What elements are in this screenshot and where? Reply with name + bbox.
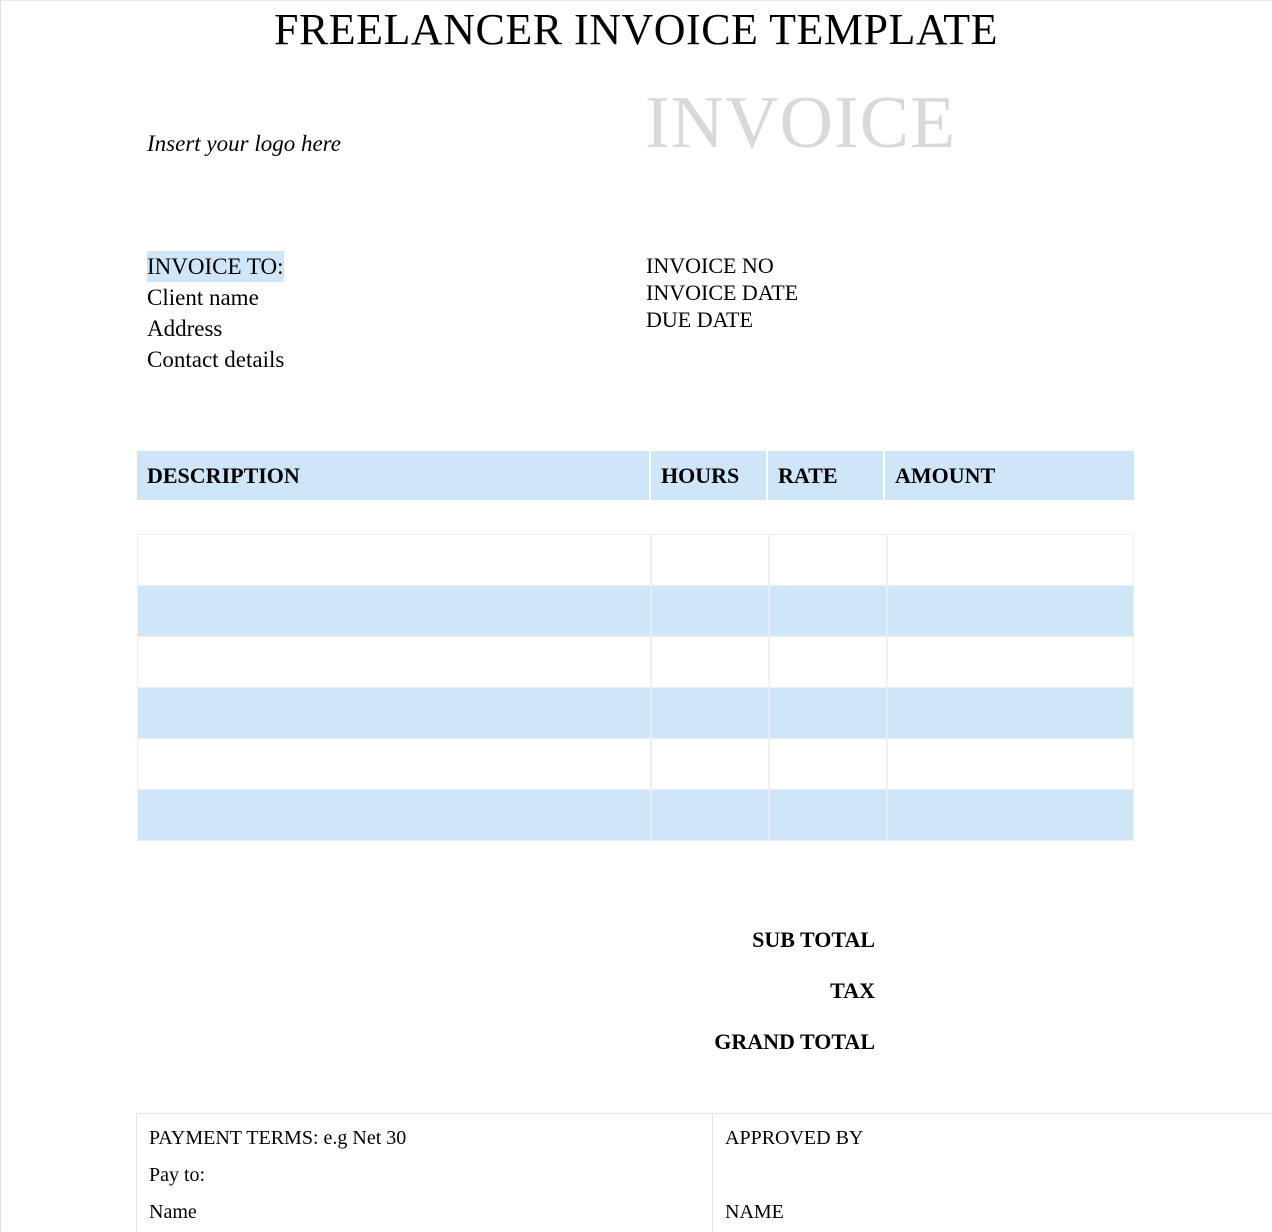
table-row: [138, 586, 1133, 637]
table-row: [138, 688, 1133, 739]
page-edge: [0, 0, 1, 1232]
table-cell-amount[interactable]: [888, 739, 1133, 789]
due-date-label[interactable]: DUE DATE: [646, 307, 753, 332]
tax-label[interactable]: TAX: [830, 978, 875, 1003]
table-cell-rate[interactable]: [770, 688, 888, 738]
table-cell-amount[interactable]: [888, 637, 1133, 687]
table-cell-rate[interactable]: [770, 637, 888, 687]
table-cell-amount[interactable]: [888, 586, 1133, 636]
address-field[interactable]: Address: [147, 316, 223, 341]
approver-name-field[interactable]: NAME: [725, 1201, 784, 1223]
table-row: [138, 790, 1133, 841]
table-cell-hours[interactable]: [652, 637, 770, 687]
footer-table: [136, 1113, 1272, 1232]
table-cell-rate[interactable]: [770, 586, 888, 636]
invoice-meta-block: [646, 252, 798, 333]
bill-to-block: [147, 251, 284, 375]
column-header-description[interactable]: DESCRIPTION: [137, 451, 651, 500]
table-cell-hours[interactable]: [652, 790, 770, 840]
table-cell-rate[interactable]: [770, 739, 888, 789]
table-cell-rate[interactable]: [770, 535, 888, 585]
approved-by-label[interactable]: APPROVED BY: [725, 1127, 864, 1149]
payment-terms-text[interactable]: PAYMENT TERMS: e.g Net 30: [149, 1127, 407, 1149]
client-name-field[interactable]: Client name: [147, 285, 259, 310]
table-cell-description[interactable]: [138, 790, 652, 840]
invoice-date-label[interactable]: INVOICE DATE: [646, 280, 799, 305]
payment-cell[interactable]: [137, 1114, 713, 1232]
table-cell-description[interactable]: [138, 535, 652, 585]
table-cell-amount[interactable]: [888, 535, 1133, 585]
table-row: [138, 535, 1133, 586]
table-cell-hours[interactable]: [652, 739, 770, 789]
table-cell-description[interactable]: [138, 739, 652, 789]
column-header-hours[interactable]: HOURS: [651, 451, 768, 500]
totals-block: [600, 914, 875, 1067]
table-cell-amount[interactable]: [888, 790, 1133, 840]
page-edge-top: [0, 0, 1272, 1]
table-row: [138, 739, 1133, 790]
payee-name-field[interactable]: Name: [149, 1201, 197, 1223]
table-cell-description[interactable]: [138, 688, 652, 738]
approval-cell[interactable]: [713, 1114, 1272, 1232]
table-cell-hours[interactable]: [652, 535, 770, 585]
table-cell-description[interactable]: [138, 586, 652, 636]
logo-placeholder[interactable]: Insert your logo here: [147, 131, 341, 156]
table-cell-rate[interactable]: [770, 790, 888, 840]
table-cell-hours[interactable]: [652, 688, 770, 738]
bill-to-heading[interactable]: INVOICE TO:: [147, 251, 284, 282]
subtotal-label[interactable]: SUB TOTAL: [752, 927, 875, 952]
contact-details-field[interactable]: Contact details: [147, 347, 285, 372]
document-title[interactable]: FREELANCER INVOICE TEMPLATE: [273, 5, 998, 54]
pay-to-label[interactable]: Pay to:: [149, 1164, 206, 1186]
line-items-header: [137, 451, 1134, 500]
invoice-heading[interactable]: INVOICE: [645, 82, 957, 164]
column-header-amount[interactable]: AMOUNT: [885, 451, 1134, 500]
line-items-table: [137, 534, 1134, 841]
invoice-number-label[interactable]: INVOICE NO: [646, 253, 774, 278]
column-header-rate[interactable]: RATE: [768, 451, 885, 500]
table-row: [138, 637, 1133, 688]
table-cell-description[interactable]: [138, 637, 652, 687]
table-cell-amount[interactable]: [888, 688, 1133, 738]
table-cell-hours[interactable]: [652, 586, 770, 636]
grand-total-label[interactable]: GRAND TOTAL: [714, 1029, 875, 1054]
